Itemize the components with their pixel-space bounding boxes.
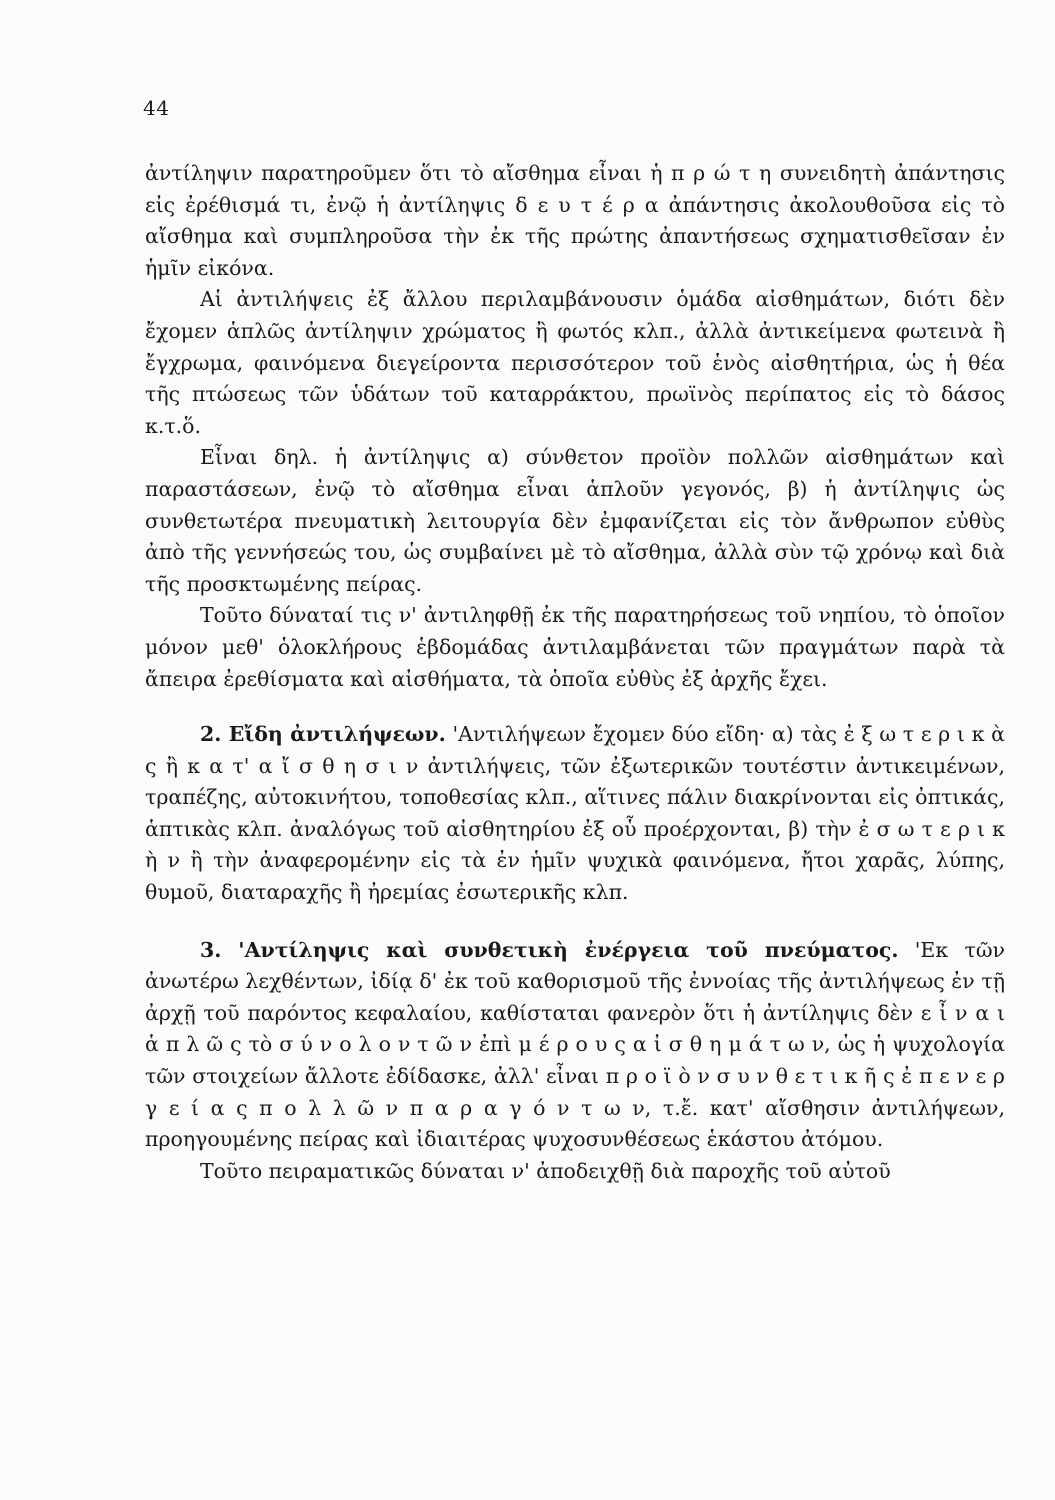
section-3-heading: 3. 'Αντίληψις καὶ συνθετικὴ ἐνέργεια τοῦ πνεύματος. — [200, 937, 899, 962]
paragraph-1: ἀντίληψιν παρατηροῦμεν ὅτι τὸ αἴσθημα εἶναι ἡ π ρ ώ τ η συνειδητὴ ἀπάντησις εἰς ἐρέθισμά τι, ἐνῷ ἡ ἀντίληψις δ ε υ τ έ ρ α ἀπάντησις ἀκολουθοῦσα εἰς τὸ αἴσθημα καὶ συμπληροῦσα τὴν ἐκ τῆς πρώτης ἀπαντήσεως σχηματισθεῖσαν ἐν ἡμῖν εἰκόνα. — [145, 161, 1005, 280]
section-3 — [145, 935, 1005, 1156]
section-2-heading: 2. Εἴδη ἀντιλήψεων. — [200, 722, 446, 747]
section-2 — [145, 719, 1005, 909]
page-number: 44 — [143, 96, 170, 120]
section-2-text: 'Αντιλήψεων ἔχομεν δύο εἴδη· α) τὰς ἐ ξ ω τ ε ρ ι κ ὰ ς ἢ κ α τ' α ἴ σ θ η σ ι ν ἀντιλήψεις, τῶν ἐξωτερικῶν τουτέστιν ἀντικειμένων, τραπέζης, αὐτοκινήτου, τοποθεσίας κλπ., αἵτινες πάλιν διακρίνονται εἰς ὀπτικάς, ἁπτικὰς κλπ. ἀναλόγως τοῦ αἰσθητηρίου ἐξ οὗ προέρχονται, β) τὴν ἐ σ ω τ ε ρ ι κ ὴ ν ἢ τὴν ἀναφερομένην εἰς τὰ ἐν ἡμῖν ψυχικὰ φαινόμενα, ἤτοι χαρᾶς, λύπης, θυμοῦ, διαταραχῆς ἢ ἠρεμίας ἐσωτερικῆς κλπ. — [145, 722, 1005, 905]
section-3-text: 'Εκ τῶν ἀνωτέρω λεχθέντων, ἰδίᾳ δ' ἐκ τοῦ καθορισμοῦ τῆς ἐννοίας τῆς ἀντιλήψεως ἐν τῇ ἀρχῇ τοῦ παρόντος κεφαλαίου, καθίσταται φανερὸν ὅτι ἡ ἀντίληψις δὲν ε ἶ ν α ι ἁ π λ ῶ ς τὸ σ ύ ν ο λ ο ν τ ῶ ν ἐπὶ μ έ ρ ο υ ς α ἰ σ θ η μ ά τ ω ν, ὡς ἡ ψυχολογία τῶν στοιχείων ἄλλοτε ἐδίδασκε, ἀλλ' εἶναι π ρ ο ϊ ὸ ν σ υ ν θ ε τ ι κ ῆ ς ἐ π ε ν ε ρ γ ε ί α ς π ο λ λ ῶ ν π α ρ α γ ό ν τ ω ν, τ.ἔ. κατ' αἴσθησιν ἀντιλήψεων, προηγουμένης πείρας καὶ ἰδιαιτέρας ψυχοσυνθέσεως ἑκάστου ἀτόμου. — [145, 937, 1005, 1152]
final-paragraph: Τοῦτο πειραματικῶς δύναται ν' ἀποδειχθῇ διὰ παροχῆς τοῦ αὐτοῦ — [200, 1158, 891, 1183]
paragraph-4: Τοῦτο δύναταί τις ν' ἀντιληφθῇ ἐκ τῆς παρατηρήσεως τοῦ νηπίου, τὸ ὁποῖον μόνον μεθ' ὁλοκλήρους ἑβδομάδας ἀντιλαμβάνεται τῶν πραγμάτων παρὰ τὰ ἄπειρα ἐρεθίσματα καὶ αἰσθήματα, τὰ ὁποῖα εὐθὺς ἐξ ἀρχῆς ἔχει. — [145, 603, 1005, 691]
paragraph-2: Αἱ ἀντιλήψεις ἐξ ἄλλου περιλαμβάνουσιν ὁμάδα αἰσθημάτων, διότι δὲν ἔχομεν ἁπλῶς ἀντίληψιν χρώματος ἢ φωτός κλπ., ἀλλὰ ἀντικείμενα φωτεινὰ ἢ ἔγχρωμα, φαινόμενα διεγείροντα περισσότερον τοῦ ἑνὸς αἰσθητήρια, ὡς ἡ θέα τῆς πτώσεως τῶν ὑδάτων τοῦ καταρράκτου, πρωϊνὸς περίπατος εἰς τὸ δάσος κ.τ.ὅ. — [145, 287, 1005, 438]
paragraph-3: Εἶναι δηλ. ἡ ἀντίληψις α) σύνθετον προϊὸν πολλῶν αἰσθημάτων καὶ παραστάσεων, ἐνῷ τὸ αἴσθημα εἶναι ἁπλοῦν γεγονός, β) ἡ ἀντίληψις ὡς συνθετωτέρα πνευματικὴ λειτουργία δὲν ἐμφανίζεται εἰς τὸν ἄνθρωπον εὐθὺς ἀπὸ τῆς γεννήσεώς του, ὡς συμβαίνει μὲ τὸ αἴσθημα, ἀλλὰ σὺν τῷ χρόνῳ καὶ διὰ τῆς προσκτωμένης πείρας. — [145, 445, 1005, 596]
body-text — [145, 158, 1005, 1187]
